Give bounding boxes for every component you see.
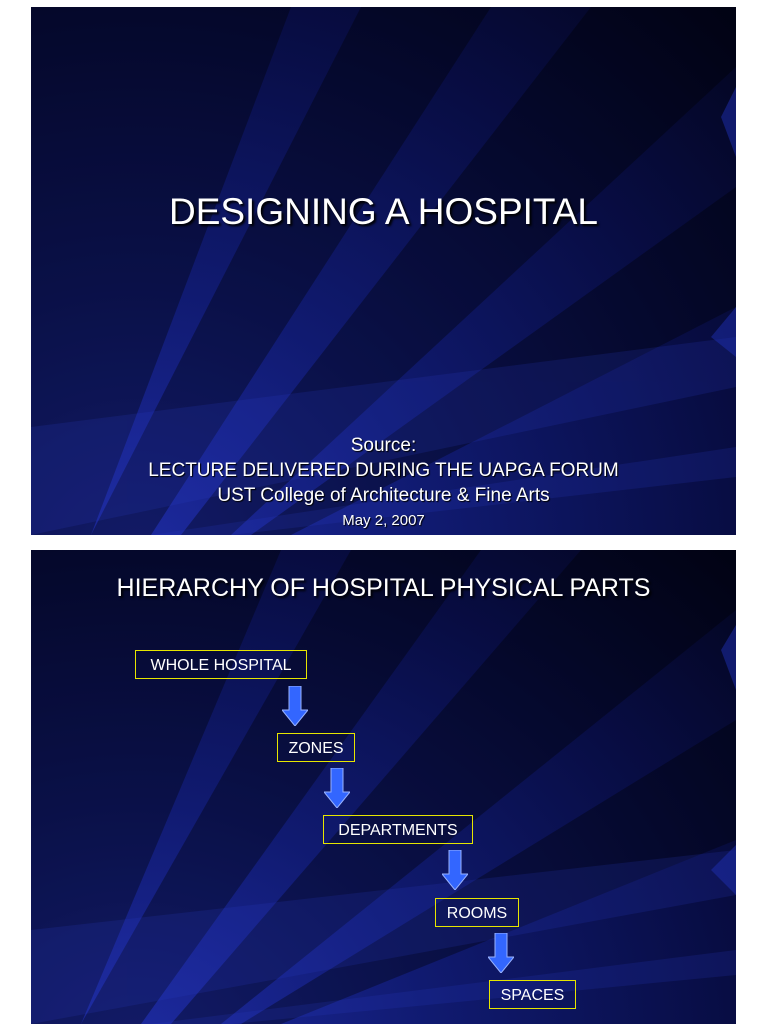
hierarchy-box-departments: DEPARTMENTS <box>323 815 473 844</box>
source-label: Source: <box>350 435 417 456</box>
college-line: UST College of Architecture & Fine Arts <box>217 485 550 506</box>
slide-title: DESIGNING A HOSPITAL <box>168 191 599 232</box>
date-line: May 2, 2007 <box>342 512 425 529</box>
lecture-line: LECTURE DELIVERED DURING THE UAPGA FORUM <box>148 460 619 481</box>
background-rays <box>31 550 736 1024</box>
down-arrow-icon <box>324 768 350 808</box>
down-arrow-icon <box>282 686 308 726</box>
slide-1 <box>31 7 736 535</box>
down-arrow-icon <box>442 850 468 890</box>
hierarchy-box-rooms: ROOMS <box>435 898 519 927</box>
slide-2 <box>31 550 736 1024</box>
hierarchy-box-zones: ZONES <box>277 733 355 762</box>
hierarchy-box-whole-hospital: WHOLE HOSPITAL <box>135 650 307 679</box>
hierarchy-box-spaces: SPACES <box>489 980 576 1009</box>
slide-title: HIERARCHY OF HOSPITAL PHYSICAL PARTS <box>116 574 651 602</box>
down-arrow-icon <box>488 933 514 973</box>
